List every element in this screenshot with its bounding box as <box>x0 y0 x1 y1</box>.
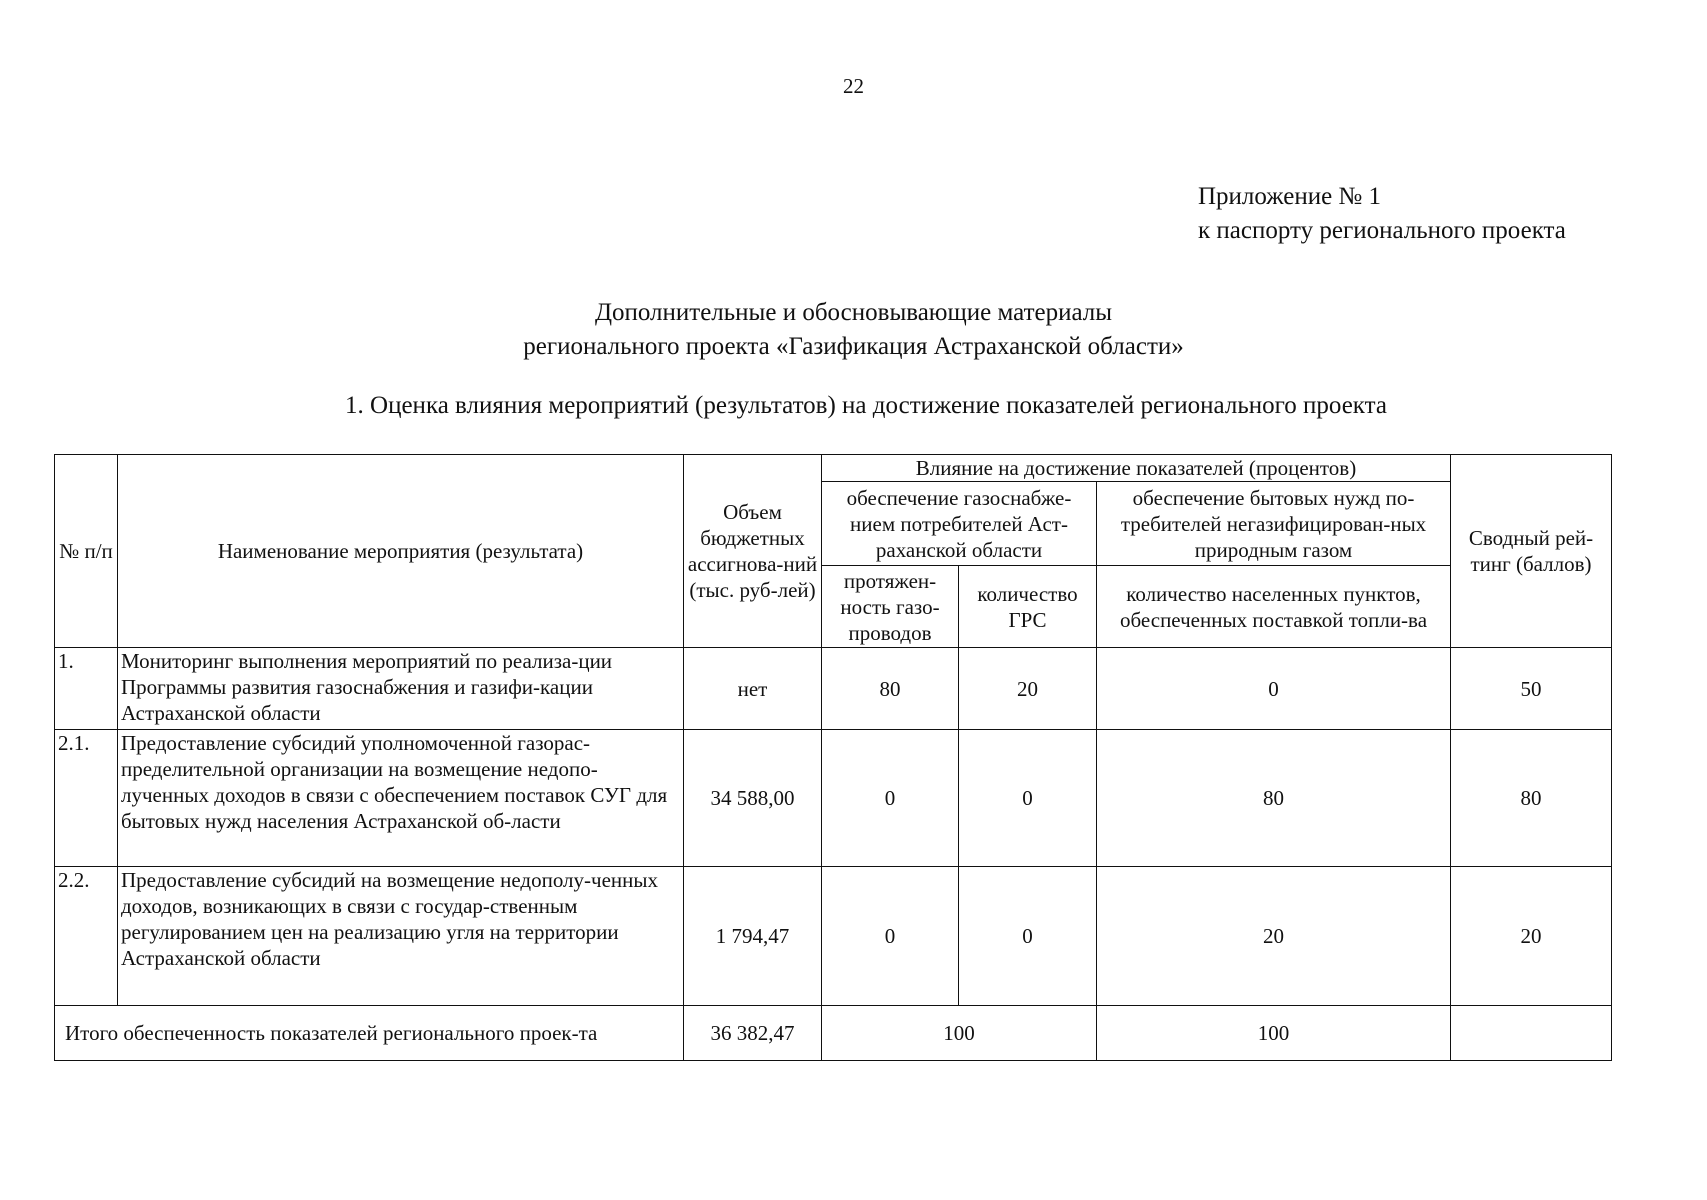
total-label: Итого обеспеченность показателей регионального проек-та <box>55 1006 684 1061</box>
row-grs-count: 0 <box>959 867 1097 1006</box>
header-household: обеспечение бытовых нужд по-требителей негазифицирован-ных природным газом <box>1097 482 1451 566</box>
row-pipeline-length: 80 <box>822 648 959 730</box>
header-budget: Объем бюджетных ассигнова-ний (тыс. руб-лей) <box>684 455 822 648</box>
page-number: 22 <box>843 74 864 98</box>
header-name: Наименование мероприятия (результата) <box>118 455 684 648</box>
document-title <box>0 296 1707 364</box>
row-settlements: 20 <box>1097 867 1451 1006</box>
total-gas-supply: 100 <box>822 1006 1097 1061</box>
header-gas-supply: обеспечение газоснабже-нием потребителей Аст-раханской области <box>822 482 1097 566</box>
document-title-line2: регионального проекта «Газификация Астраханской области» <box>523 333 1184 360</box>
row-rating: 50 <box>1451 648 1612 730</box>
assessment-table <box>54 454 1612 1061</box>
row-num: 2.1. <box>55 730 118 867</box>
table-row <box>55 867 1612 1006</box>
header-grs-count: количество ГРС <box>959 566 1097 648</box>
header-influence: Влияние на достижение показателей (процентов) <box>822 455 1451 482</box>
row-rating: 20 <box>1451 867 1612 1006</box>
row-settlements: 0 <box>1097 648 1451 730</box>
section-title: 1. Оценка влияния мероприятий (результатов) на достижение показателей регионального проекта <box>345 392 1387 419</box>
row-num: 1. <box>55 648 118 730</box>
appendix-line1: Приложение № 1 <box>1198 183 1382 210</box>
row-num: 2.2. <box>55 867 118 1006</box>
table-row <box>55 648 1612 730</box>
header-settlements: количество населенных пунктов, обеспеченных поставкой топли-ва <box>1097 566 1451 648</box>
header-rating: Сводный рей-тинг (баллов) <box>1451 455 1612 648</box>
appendix-line2: к паспорту регионального проекта <box>1198 217 1566 244</box>
row-rating: 80 <box>1451 730 1612 867</box>
row-name: Мониторинг выполнения мероприятий по реализа-ции Программы развития газоснабжения и газифи-кации Астраханской области <box>118 648 684 730</box>
row-pipeline-length: 0 <box>822 867 959 1006</box>
row-name: Предоставление субсидий уполномоченной газорас-пределительной организации на возмещение недопо-лученных доходов в связи с обеспечением поставок СУГ для бытовых нужд населения Астраханской об-ласти <box>118 730 684 867</box>
total-row <box>55 1006 1612 1061</box>
total-rating <box>1451 1006 1612 1061</box>
row-grs-count: 20 <box>959 648 1097 730</box>
row-grs-count: 0 <box>959 730 1097 867</box>
header-pipeline-length: протяжен-ность газо-проводов <box>822 566 959 648</box>
row-name: Предоставление субсидий на возмещение недополу-ченных доходов, возникающих в связи с государ-ственным регулированием цен на реализацию угля на территории Астраханской области <box>118 867 684 1006</box>
appendix-block <box>1198 180 1566 248</box>
row-budget: 34 588,00 <box>684 730 822 867</box>
header-num: № п/п <box>55 455 118 648</box>
total-household: 100 <box>1097 1006 1451 1061</box>
row-pipeline-length: 0 <box>822 730 959 867</box>
document-title-line1: Дополнительные и обосновывающие материалы <box>594 299 1113 326</box>
row-budget: нет <box>684 648 822 730</box>
row-settlements: 80 <box>1097 730 1451 867</box>
header-row-1 <box>55 455 1612 482</box>
table-row <box>55 730 1612 867</box>
total-budget: 36 382,47 <box>684 1006 822 1061</box>
row-budget: 1 794,47 <box>684 867 822 1006</box>
